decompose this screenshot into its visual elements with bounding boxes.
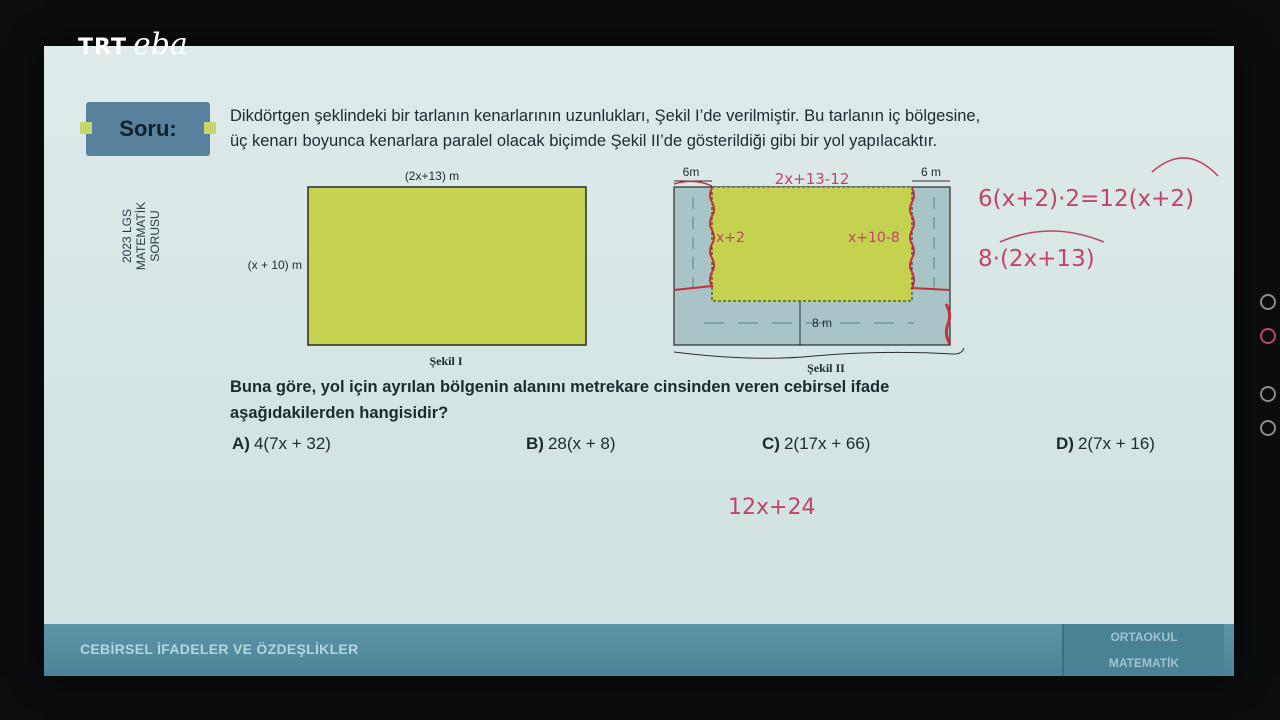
edge-toolbar	[1258, 290, 1278, 440]
ink-equation-2: 8·(2x+13)	[978, 246, 1095, 272]
question-badge-label: Soru:	[119, 116, 177, 141]
option-d-text: 2(7x + 16)	[1077, 434, 1155, 453]
option-a-letter: A)	[232, 434, 250, 453]
eraser-tool-icon[interactable]	[1260, 386, 1276, 402]
channel-logo	[78, 27, 188, 62]
figure-2	[664, 162, 994, 376]
fig2-ink-right: x+10-8	[848, 230, 900, 246]
color-tool-icon[interactable]	[1260, 328, 1276, 344]
option-d[interactable]	[1056, 434, 1155, 454]
side-label-line1: 2023 LGS	[119, 208, 134, 264]
side-label-line3: SORUSU	[147, 210, 162, 262]
question-badge	[86, 102, 210, 156]
option-b[interactable]	[526, 434, 616, 454]
figure-1	[230, 168, 610, 373]
fig1-side-label: (x + 10) m	[247, 258, 302, 272]
lesson-screen	[44, 46, 1234, 676]
exam-side-label	[106, 186, 176, 286]
bottom-bar	[44, 624, 1234, 676]
side-label-line2: MATEMATİK	[133, 201, 148, 271]
option-b-text: 28(x + 8)	[547, 434, 616, 453]
option-c-text: 2(17x + 66)	[783, 434, 871, 453]
channel-logo-trt: TRT	[78, 35, 127, 60]
fig2-ink-brace	[674, 348, 964, 358]
pen-tool-icon[interactable]	[1260, 294, 1276, 310]
question-prompt	[230, 374, 1070, 426]
course-label	[1062, 624, 1224, 676]
ink-equation-1: 6(x+2)·2=12(x+2)	[978, 186, 1195, 212]
option-a[interactable]	[232, 434, 331, 454]
ink-arc-1	[1152, 158, 1218, 176]
fig1-field	[308, 187, 586, 345]
course-label-line2: MATEMATİK	[1108, 656, 1180, 670]
question-prompt-line-1: Buna göre, yol için ayrılan bölgenin alanını metrekare cinsinden veren cebirsel ifade	[230, 378, 890, 396]
fig2-left-width: 6m	[682, 165, 700, 179]
fig1-caption: Şekil I	[429, 354, 463, 368]
fig2-ink-top-mark	[674, 181, 712, 186]
question-text	[230, 104, 1210, 154]
ink-below-options: 12x+24	[728, 495, 816, 520]
question-line-1: Dikdörtgen şeklindeki bir tarlanın kenarlarının uzunlukları, Şekil I’de verilmiştir. Bu tarlanın iç bölgesine,	[230, 107, 981, 125]
fig1-top-label: (2x+13) m	[404, 169, 460, 183]
fig2-right-width: 6 m	[920, 165, 942, 179]
fig2-caption: Şekil II	[807, 361, 845, 375]
question-line-2: üç kenarı boyunca kenarlara paralel olacak biçimde Şekil II’de gösterildiği gibi bir yol yapılacaktır.	[230, 132, 938, 150]
course-label-line1: ORTAOKUL	[1110, 630, 1178, 644]
settings-tool-icon[interactable]	[1260, 420, 1276, 436]
ink-arc-2	[1000, 231, 1104, 242]
option-c[interactable]	[762, 434, 870, 454]
fig2-ink-top: 2x+13-12	[774, 170, 850, 188]
option-c-letter: C)	[762, 434, 780, 453]
question-prompt-line-2: aşağıdakilerden hangisidir?	[230, 404, 449, 422]
fig2-bottom-height: 8 m	[812, 316, 833, 330]
topic-title: CEBİRSEL İFADELER VE ÖZDEŞLİKLER	[80, 641, 359, 657]
option-b-letter: B)	[526, 434, 544, 453]
fig2-ink-left: x+2	[716, 230, 745, 246]
option-a-text: 4(7x + 32)	[253, 434, 331, 453]
channel-logo-eba: eba	[132, 27, 188, 62]
option-d-letter: D)	[1056, 434, 1074, 453]
